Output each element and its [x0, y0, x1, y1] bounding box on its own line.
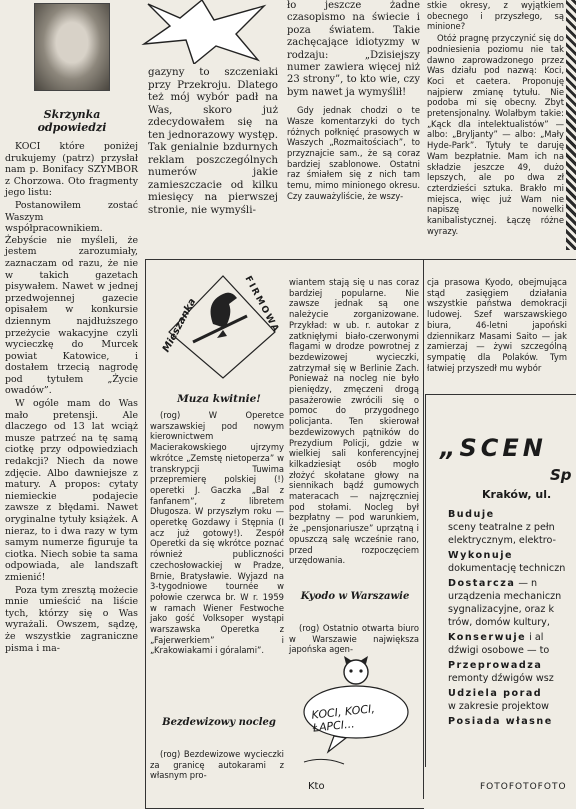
skrzynka-body	[5, 141, 138, 654]
col3-upper-text	[287, 0, 420, 202]
scena-line	[448, 604, 576, 616]
scena-line-text: urządzenia mechaniczn	[448, 591, 562, 602]
col3-paragraph: ło jeszcze żadne czasopismo na świecie i poza światem. Takie zachęcające idiotyzmy w rodzaju: „Dzisiejszy numer zawiera więcej niż 23 strony”, to kto wie, czy bym nawet ja wymyślił!	[287, 0, 420, 98]
divider	[423, 259, 424, 799]
col2-upper-text: gazyny to szczeniaki przy Przekroju. Dlatego też mój wybór padł na Was, skoro już zdecydowałem się na ten jednorazowy występ. Tak genialnie bzdurnych reklam poszczególnych numerów jakie zamieszczacie od kilku miesięcy na pierwszej stronie, nie wymyśli-	[148, 66, 278, 216]
col4-paragraph: Otóż pragnę przyczynić się do podniesienia poziomu nie tak dawno zaprowadzonego przez Was działu pod nazwą: Koci, Koci et caetera. Proponuję najpierw zmianę tytułu. Nie podoba mi się obecny. Zbyt pretensjonalny. Wolałbym takie: „Kąck dla intelektualistów” — albo: „Bryljanty” — albo: „Mały Hyde-Park”. Tytuły te daruję Wam bezpłatnie. Mam ich na składzie jeszcze 49, dużo lepszych, ale po dwa zł czterdzieści sztuka. Brakło mi miejsca, więc już Wam nie napiszę nowelki kanibalistycznej. Łączę różne wyrazy.	[427, 33, 564, 236]
scena-footer: FOTOFOTOFOTO	[480, 782, 567, 792]
scena-line-text: sceny teatralne z pełn	[448, 522, 555, 533]
bezdewizowy-text: (rog) Bezdewizowe wycieczki za granicę autokarami z własnym pro-	[150, 749, 284, 781]
scena-line	[448, 591, 576, 603]
emblem-left-label: Mieszanka	[160, 296, 199, 355]
scena-line-text: dźwigi osobowe — to	[448, 645, 550, 656]
divider	[145, 259, 576, 260]
skrzynka-paragraph: KOCI które poniżej drukujemy (patrz) przysłał nam p. Bonifacy SZYMBOR z Chorzowa. Oto fragmenty jego listu:	[5, 141, 138, 199]
kyodo-text: (rog) Ostatnio otwarta biuro w Warszawie największa japońska agen-	[289, 623, 419, 655]
skrzynka-paragraph: Postanowiłem zostać Waszym współpracownikiem. Żebyście nie myśleli, że jestem zarozumiały, zaznaczam od razu, że nie w takich gazetach pisywałem. Nawet w jednej przedwojennej gazecie opisałem w konkursie dziennym najdłuższego przeżycie wakacyjne czyli wycieczkę do Murcek powiat Katowice, i dostałem trzecią nagrodę pod tytułem „Życie owadów”.	[5, 199, 138, 397]
scena-line-label: Przeprowadza	[448, 660, 543, 671]
scena-line	[448, 660, 576, 672]
scena-line	[448, 578, 576, 590]
scena-title: „SCEN	[440, 434, 547, 462]
scena-line	[448, 535, 576, 547]
star-ornament	[140, 0, 272, 64]
scena-line	[448, 550, 576, 562]
scena-line-text: remonty dźwigów wsz	[448, 673, 554, 684]
edge-hatch	[566, 0, 576, 250]
scena-line-text: w zakresie projektow	[448, 701, 549, 712]
scena-line	[448, 617, 576, 629]
scena-subtitle: Sp	[550, 466, 572, 484]
scena-city: Kraków, ul.	[482, 488, 552, 501]
scena-line	[448, 673, 576, 685]
scena-line-text: — n	[515, 578, 538, 589]
scena-line	[448, 688, 576, 700]
skrzynka-paragraph: W ogóle mam do Was mało pretensji. Ale dlaczego od 13 lat wciąż musze patrzeć na tę samą ciotkę przy odpowiedziach redakcji? Niech da nowe zdjęcie. Albo dawniejsze z matury. A propos: cytaty niemieckie podajecie zawsze z błędami. Nawet oryginalne tytuły książek. A nieraz, to i dwa razy w tym samym numerze figuruje ta ciotka. Niech sobie ta sama odpowiada, ale landszaft zmienić!	[5, 398, 138, 583]
scena-line	[448, 522, 576, 534]
col4-upper-text	[427, 0, 564, 236]
scena-line-label: Dostarcza	[448, 578, 516, 589]
col3-paragraph: Gdy jednak chodzi o te Wasze komentarzyki do tych różnych połknięć prasowych w Waszych „Rozmaitościach”, to przyznajcie sam., że są coraz bardziej szablonowe. Ostatni raz śmiałem się z nich tam temu, mimo minionego okresu. Czy zauważyliście, że wszy-	[287, 105, 420, 201]
skrzynka-title: Skrzynka odpowiedzi	[37, 108, 107, 134]
scena-line	[448, 716, 576, 728]
col4-paragraph: stkie okresy, z wyjątkiem obecnego i przyszłego, są minione?	[427, 0, 564, 32]
scena-line-text: elektrycznym, elektro-	[448, 535, 556, 546]
scena-line	[448, 509, 576, 521]
scena-line	[448, 632, 576, 644]
scena-line-text: i al	[526, 632, 544, 643]
mieszanka-col-mid: wiantem stają się u nas coraz bardziej popularne. Nie zawsze jednak są one należycie zorganizowane. Przykład: w ub. r. autokar z zatknięłymi biało-czerwonymi flagami w drodze powrotnej z bezdewizowej wycieczki, zatrzymał się w Berlinie Zach. Ponieważ na nocleg nie było pieniędzy, zmęczeni drogą pasażerowie zwrócili się o pomoc do przygodnego policjanta. Ten skierował bezdewizowych pątników do Prezydium Policji, gdzie w wielkiej sali konferencyjnej kilkadziesiąt osób mogło złożyć skołatane głowy na siennikach bądź gumowych materacach — najzręczniej pod stołami. Nocleg był bezpłatny — pod warunkiem, że „pensjonariusze” uprzątną i opuszczą salę wcześnie rano, przed rozpoczęciem urzędowania.	[289, 277, 419, 566]
bezdewizowy-title: Bezdewizowy nocleg	[162, 717, 276, 728]
scena-line-label: Posiada własne	[448, 716, 553, 727]
scena-line-text: sygnalizacyjne, oraz k	[448, 604, 555, 615]
muza-title: Muza kwitnie!	[177, 393, 261, 405]
scena-line-label: Buduje	[448, 509, 495, 520]
kyodo-title: Kyodo w Warszawie	[300, 591, 410, 602]
muza-text: (rog) W Operetce warszawskiej pod nowym kierownictwem Macierakowskiego ujrzymy wkrótce „Zemstę nietoperza” w transkrypcji Tuwima przepremierę polskiej (!) operetki J. Gaczka „Bal z fanfanem”, z libretem Długosza. W przyszłym roku — operetkę Gozdawy i Stępnia (I acz już gotowy!). Zespół Operetki da się wkrótce poznać również publiczności czechosłowackiej w Pradze, Brnie, Bratysławie. Wyjazd na 3-tygodniowe tournée w połowie czerwca br. W r. 1959 w ramach Wiener Festwoche jako gość Volksoper wystąpi warszawska Operetka z „Fajerwerkiem” i „Krakowiakami i góralami”.	[150, 410, 284, 656]
scena-line	[448, 701, 576, 713]
scena-line-label: Konserwuje	[448, 632, 527, 643]
scena-lines	[448, 508, 576, 728]
scena-line	[448, 563, 576, 575]
skrzynka-paragraph: Poza tym zresztą możecie mnie umieścić na liście tych, którzy się o Was wyrażali. Owszem, sądzę, że wszystkie zagraniczne pisma i ma-	[5, 584, 138, 654]
cartoon-speech: KOCI, KOCI, ŁAPCI...	[310, 702, 376, 735]
emblem-right-label: FIRMOWA	[242, 274, 282, 336]
scena-line-text: dokumentację techniczn	[448, 563, 566, 574]
mieszanka-col-right: cja prasowa Kyodo, obejmująca stąd zasięgiem działania wszystkie państwa demokracji ludowej. Szef warszawskiego biura, 46-letni japoński dziennikarz Masami Saito — jak zamierzaj — żywi szczególną sympatię dla Polaków. Tym łatwiej przyszedł mu wybór	[427, 277, 567, 373]
scena-line-label: Udziela porad	[448, 688, 543, 699]
scena-line-label: Wykonuje	[448, 550, 514, 561]
cartoon-caption: Kto	[308, 781, 325, 792]
portrait-photo	[34, 3, 110, 91]
scena-line	[448, 645, 576, 657]
scena-line-text: trów, domów kultury,	[448, 617, 550, 628]
